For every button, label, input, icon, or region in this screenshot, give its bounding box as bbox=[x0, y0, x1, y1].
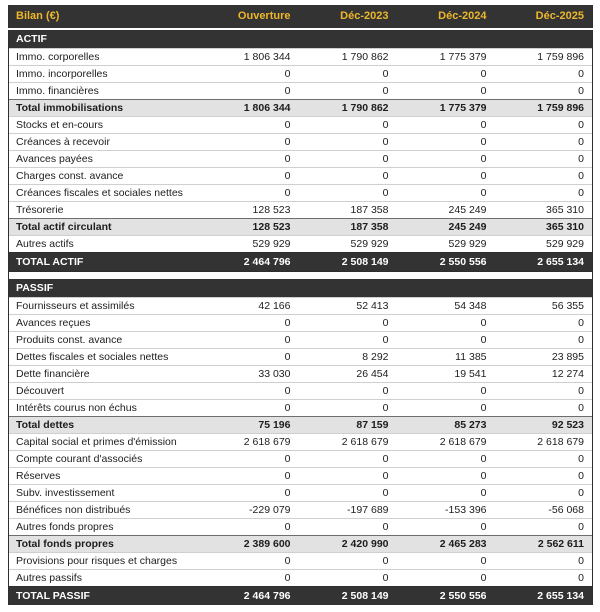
cell-value: 245 249 bbox=[397, 219, 495, 236]
cell-value: 529 929 bbox=[495, 236, 593, 253]
cell-value: 0 bbox=[397, 331, 495, 348]
cell-value: 2 655 134 bbox=[495, 586, 593, 605]
cell-value: 42 166 bbox=[201, 297, 299, 314]
row-label: Réserves bbox=[9, 467, 201, 484]
cell-value: 0 bbox=[299, 168, 397, 185]
cell-value: 52 413 bbox=[299, 297, 397, 314]
cell-value: 11 385 bbox=[397, 348, 495, 365]
cell-value: 12 274 bbox=[495, 365, 593, 382]
cell-value: 0 bbox=[495, 151, 593, 168]
row-label: Autres passifs bbox=[9, 569, 201, 586]
cell-value: 0 bbox=[495, 467, 593, 484]
table-row bbox=[9, 100, 593, 117]
section-gap bbox=[9, 272, 593, 279]
cell-value: 0 bbox=[495, 331, 593, 348]
cell-value: 2 618 679 bbox=[397, 433, 495, 450]
cell-value: 245 249 bbox=[397, 202, 495, 219]
cell-value: 2 420 990 bbox=[299, 535, 397, 552]
cell-value: 128 523 bbox=[201, 219, 299, 236]
table-row bbox=[9, 253, 593, 272]
cell-value: 0 bbox=[299, 382, 397, 399]
row-label: Immo. financières bbox=[9, 83, 201, 100]
cell-value: 0 bbox=[201, 314, 299, 331]
cell-value: 0 bbox=[299, 518, 397, 535]
cell-value: 529 929 bbox=[299, 236, 397, 253]
cell-value: -153 396 bbox=[397, 501, 495, 518]
cell-value: 0 bbox=[299, 117, 397, 134]
cell-value: 2 464 796 bbox=[201, 586, 299, 605]
cell-value: 0 bbox=[397, 569, 495, 586]
cell-value: 2 508 149 bbox=[299, 253, 397, 272]
row-label: Total actif circulant bbox=[9, 219, 201, 236]
table-row bbox=[9, 297, 593, 314]
row-label: Avances reçues bbox=[9, 314, 201, 331]
table-row bbox=[9, 348, 593, 365]
cell-value: 2 508 149 bbox=[299, 586, 397, 605]
row-label: Total dettes bbox=[9, 416, 201, 433]
cell-value: 2 618 679 bbox=[201, 433, 299, 450]
cell-value: 0 bbox=[495, 382, 593, 399]
cell-value: 0 bbox=[495, 117, 593, 134]
table-row bbox=[9, 586, 593, 605]
cell-value: 1 790 862 bbox=[299, 49, 397, 66]
section-header-actif bbox=[9, 29, 593, 49]
table-row bbox=[9, 168, 593, 185]
cell-value: 26 454 bbox=[299, 365, 397, 382]
cell-value: 0 bbox=[299, 83, 397, 100]
cell-value: 2 562 611 bbox=[495, 535, 593, 552]
cell-value: 0 bbox=[201, 518, 299, 535]
row-label: Trésorerie bbox=[9, 202, 201, 219]
cell-value: 0 bbox=[299, 552, 397, 569]
cell-value: 187 358 bbox=[299, 202, 397, 219]
cell-value: 75 196 bbox=[201, 416, 299, 433]
cell-value: 2 655 134 bbox=[495, 253, 593, 272]
cell-value: 0 bbox=[201, 569, 299, 586]
cell-value: 0 bbox=[495, 484, 593, 501]
cell-value: 0 bbox=[495, 83, 593, 100]
cell-value: 0 bbox=[299, 314, 397, 331]
cell-value: 0 bbox=[299, 467, 397, 484]
cell-value: 0 bbox=[299, 185, 397, 202]
cell-value: 0 bbox=[201, 168, 299, 185]
cell-value: 365 310 bbox=[495, 202, 593, 219]
row-label: TOTAL ACTIF bbox=[9, 253, 201, 272]
table-row bbox=[9, 314, 593, 331]
table-row bbox=[9, 552, 593, 569]
cell-value: 0 bbox=[495, 314, 593, 331]
cell-value: 0 bbox=[397, 117, 495, 134]
row-label: Dette financière bbox=[9, 365, 201, 382]
table-row bbox=[9, 117, 593, 134]
cell-value: 0 bbox=[397, 314, 495, 331]
cell-value: 0 bbox=[201, 117, 299, 134]
cell-value: 0 bbox=[397, 151, 495, 168]
cell-value: 23 895 bbox=[495, 348, 593, 365]
cell-value: 0 bbox=[397, 552, 495, 569]
cell-value: 0 bbox=[495, 518, 593, 535]
table-body bbox=[9, 29, 593, 605]
cell-value: 2 550 556 bbox=[397, 586, 495, 605]
cell-value: 8 292 bbox=[299, 348, 397, 365]
table-row bbox=[9, 382, 593, 399]
table-row bbox=[9, 83, 593, 100]
row-label: Provisions pour risques et charges bbox=[9, 552, 201, 569]
cell-value: 1 759 896 bbox=[495, 100, 593, 117]
cell-value: 0 bbox=[201, 382, 299, 399]
cell-value: 0 bbox=[397, 399, 495, 416]
cell-value: 2 464 796 bbox=[201, 253, 299, 272]
cell-value: 0 bbox=[397, 66, 495, 83]
row-label: Immo. corporelles bbox=[9, 49, 201, 66]
cell-value: 128 523 bbox=[201, 202, 299, 219]
table-row bbox=[9, 518, 593, 535]
cell-value: 19 541 bbox=[397, 365, 495, 382]
cell-value: 0 bbox=[495, 134, 593, 151]
row-label: Compte courant d'associés bbox=[9, 450, 201, 467]
cell-value: 0 bbox=[201, 185, 299, 202]
table-row bbox=[9, 49, 593, 66]
row-label: Charges const. avance bbox=[9, 168, 201, 185]
row-label: Créances à recevoir bbox=[9, 134, 201, 151]
row-label: Dettes fiscales et sociales nettes bbox=[9, 348, 201, 365]
cell-value: 0 bbox=[397, 467, 495, 484]
row-label: Subv. investissement bbox=[9, 484, 201, 501]
row-label: Capital social et primes d'émission bbox=[9, 433, 201, 450]
table-row bbox=[9, 399, 593, 416]
cell-value: 0 bbox=[397, 382, 495, 399]
cell-value: 0 bbox=[397, 168, 495, 185]
table-row bbox=[9, 66, 593, 83]
table-row bbox=[9, 416, 593, 433]
cell-value: 56 355 bbox=[495, 297, 593, 314]
row-label: Créances fiscales et sociales nettes bbox=[9, 185, 201, 202]
cell-value: 0 bbox=[201, 83, 299, 100]
cell-value: 1 775 379 bbox=[397, 100, 495, 117]
cell-value: 0 bbox=[397, 484, 495, 501]
cell-value: 0 bbox=[201, 552, 299, 569]
cell-value: 0 bbox=[495, 66, 593, 83]
cell-value: 365 310 bbox=[495, 219, 593, 236]
balance-sheet-table bbox=[8, 5, 593, 605]
column-header-ouverture: Ouverture bbox=[201, 5, 299, 29]
cell-value: 0 bbox=[299, 450, 397, 467]
cell-value: 0 bbox=[201, 484, 299, 501]
row-label: TOTAL PASSIF bbox=[9, 586, 201, 605]
cell-value: 0 bbox=[201, 467, 299, 484]
cell-value: -197 689 bbox=[299, 501, 397, 518]
cell-value: 2 618 679 bbox=[495, 433, 593, 450]
cell-value: 0 bbox=[397, 185, 495, 202]
cell-value: -229 079 bbox=[201, 501, 299, 518]
cell-value: 0 bbox=[299, 569, 397, 586]
cell-value: 1 759 896 bbox=[495, 49, 593, 66]
row-label: Avances payées bbox=[9, 151, 201, 168]
cell-value: 0 bbox=[299, 151, 397, 168]
cell-value: 33 030 bbox=[201, 365, 299, 382]
cell-value: 0 bbox=[397, 450, 495, 467]
table-row bbox=[9, 202, 593, 219]
cell-value: 0 bbox=[299, 484, 397, 501]
cell-value: 0 bbox=[397, 83, 495, 100]
cell-value: 0 bbox=[299, 331, 397, 348]
table-row bbox=[9, 501, 593, 518]
table-title: Bilan (€) bbox=[9, 5, 201, 29]
row-label: Autres actifs bbox=[9, 236, 201, 253]
section-header-passif bbox=[9, 279, 593, 298]
cell-value: 0 bbox=[201, 134, 299, 151]
cell-value: 1 806 344 bbox=[201, 49, 299, 66]
cell-value: 2 465 283 bbox=[397, 535, 495, 552]
table-row bbox=[9, 365, 593, 382]
cell-value: 0 bbox=[495, 450, 593, 467]
cell-value: 2 550 556 bbox=[397, 253, 495, 272]
cell-value: 1 806 344 bbox=[201, 100, 299, 117]
column-header-dec-2025: Déc-2025 bbox=[495, 5, 593, 29]
table-row bbox=[9, 151, 593, 168]
table-row bbox=[9, 467, 593, 484]
table-row bbox=[9, 236, 593, 253]
cell-value: 2 618 679 bbox=[299, 433, 397, 450]
table-row bbox=[9, 219, 593, 236]
cell-value: 0 bbox=[201, 450, 299, 467]
table-row bbox=[9, 331, 593, 348]
table-row bbox=[9, 535, 593, 552]
cell-value: 1 790 862 bbox=[299, 100, 397, 117]
cell-value: 0 bbox=[299, 399, 397, 416]
row-label: Bénéfices non distribués bbox=[9, 501, 201, 518]
row-label: Stocks et en-cours bbox=[9, 117, 201, 134]
cell-value: 529 929 bbox=[397, 236, 495, 253]
cell-value: 0 bbox=[299, 66, 397, 83]
cell-value: 1 775 379 bbox=[397, 49, 495, 66]
cell-value: 0 bbox=[201, 331, 299, 348]
cell-value: 0 bbox=[201, 399, 299, 416]
table-row bbox=[9, 484, 593, 501]
column-header-dec-2023: Déc-2023 bbox=[299, 5, 397, 29]
cell-value: 0 bbox=[495, 168, 593, 185]
section-label: PASSIF bbox=[9, 279, 593, 298]
cell-value: 0 bbox=[201, 66, 299, 83]
table-row bbox=[9, 450, 593, 467]
cell-value: 187 358 bbox=[299, 219, 397, 236]
cell-value: 54 348 bbox=[397, 297, 495, 314]
row-label: Total immobilisations bbox=[9, 100, 201, 117]
cell-value: 85 273 bbox=[397, 416, 495, 433]
column-header-dec-2024: Déc-2024 bbox=[397, 5, 495, 29]
row-label: Autres fonds propres bbox=[9, 518, 201, 535]
cell-value: 0 bbox=[495, 185, 593, 202]
cell-value: 0 bbox=[201, 348, 299, 365]
row-label: Produits const. avance bbox=[9, 331, 201, 348]
row-label: Découvert bbox=[9, 382, 201, 399]
table-row bbox=[9, 569, 593, 586]
cell-value: 0 bbox=[495, 399, 593, 416]
cell-value: 0 bbox=[299, 134, 397, 151]
row-label: Fournisseurs et assimilés bbox=[9, 297, 201, 314]
cell-value: 0 bbox=[397, 134, 495, 151]
table-header-row bbox=[9, 5, 593, 29]
cell-value: 529 929 bbox=[201, 236, 299, 253]
cell-value: 2 389 600 bbox=[201, 535, 299, 552]
cell-value: -56 068 bbox=[495, 501, 593, 518]
section-label: ACTIF bbox=[9, 29, 593, 49]
cell-value: 87 159 bbox=[299, 416, 397, 433]
cell-value: 92 523 bbox=[495, 416, 593, 433]
cell-value: 0 bbox=[495, 552, 593, 569]
row-label: Intérêts courus non échus bbox=[9, 399, 201, 416]
cell-value: 0 bbox=[397, 518, 495, 535]
cell-value: 0 bbox=[495, 569, 593, 586]
cell-value: 0 bbox=[201, 151, 299, 168]
row-label: Immo. incorporelles bbox=[9, 66, 201, 83]
row-label: Total fonds propres bbox=[9, 535, 201, 552]
table-row bbox=[9, 433, 593, 450]
table-row bbox=[9, 185, 593, 202]
table-row bbox=[9, 134, 593, 151]
